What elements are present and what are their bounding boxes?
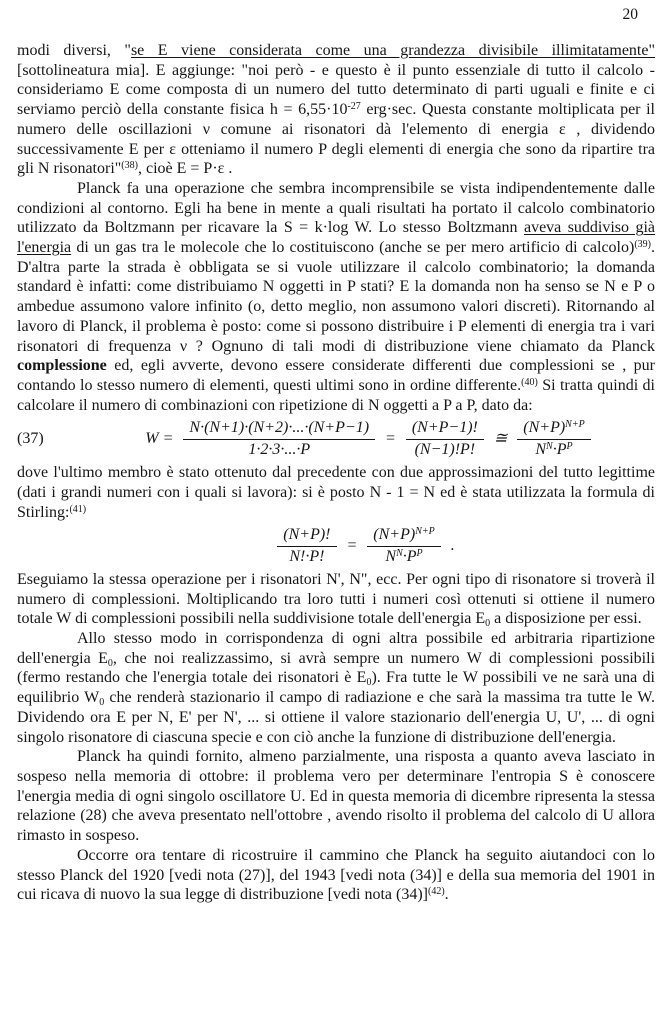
- fraction-denominator: [283, 547, 330, 567]
- equation-operator: [341, 537, 364, 556]
- text-run: ·P: [552, 441, 567, 459]
- text-run: -27: [347, 101, 361, 113]
- paragraph-1: [17, 41, 655, 179]
- text-run: che renderà stazionario il campo di radiazione e che sarà la massima tra tutte le W. Dividendo ora E per N, E' per N', ... si ottiene il valore stazionario dell'energia U, U', ... di ogni singolo risonatore di ciascuna specie e con ciò anche la funzione di distribuzione dell'energia.: [17, 689, 655, 746]
- text-run: 0: [366, 677, 372, 689]
- text-run: (38): [121, 160, 138, 172]
- text-run: W =: [145, 430, 178, 448]
- fraction-denominator: [242, 440, 316, 460]
- text-run: (40): [521, 376, 538, 388]
- fraction: [277, 526, 336, 567]
- equation-operator: [379, 430, 402, 449]
- fraction-numerator: [183, 419, 375, 440]
- text-run: N: [396, 548, 403, 560]
- text-run: N: [385, 548, 397, 566]
- text-run: complessione: [17, 357, 107, 375]
- text-run: ≅: [489, 430, 512, 448]
- text-run: erg·sec. Questa constante moltiplicata per il numero delle oscillazioni ν comune ai risonatori dà l'elemento di energia ε , dividendo successivamente E per ε otteniamo il numero P degli elementi di energia che sono da ripartire tra gli N risonatori": [17, 101, 656, 178]
- text-run: N+P: [415, 526, 435, 538]
- text-run: ed, egli avverte, devono essere considerate differenti due complessioni se , pur contando lo stesso numero di elementi, questi ultimi sono in ordine differente.: [17, 357, 655, 394]
- text-run: N: [546, 441, 553, 453]
- equation-body: [79, 419, 655, 460]
- text-run: P: [566, 441, 573, 453]
- text-run: (41): [69, 503, 87, 515]
- text-run: 0: [107, 657, 113, 669]
- text-run: (N+P): [523, 419, 566, 437]
- equation-operator: [143, 430, 179, 449]
- text-run: Si tratta quindi di calcolare il numero di combinazioni con ripetizione di N oggetti a P a P, dato da:: [17, 376, 656, 414]
- text-run: , che noi realizzassimo, si avrà sempre un numero W di complessioni possibili (fermo restando che l'energia totale dei risonatori è E: [17, 649, 656, 687]
- text-run: (N+P): [373, 526, 416, 544]
- fraction-denominator: [409, 440, 482, 460]
- paragraph-2: [17, 179, 655, 415]
- text-run: a disposizione per essi.: [490, 610, 642, 628]
- fraction: [517, 419, 590, 460]
- text-run: . D'altra parte la strada è obbligata se si vuole utilizzare il calcolo combinatorio; la domanda standard è infatti: come distribuiamo N oggetti in P stati? E la domanda non ha senso se N e P o ambedue assumono valore infinito (o, detto meglio, non assumono valori discreti). Ritornando al lavoro di Planck, il problema è posto: come si possono distribuire i P elementi di energia tra i vari risonatori di frequenza ν ? Ognuno di tali modi di distribuzione viene chiamato da Planck: [17, 239, 655, 355]
- equation-5: [17, 526, 655, 567]
- text-run: Allo stesso modo in corrispondenza di ogni altra possibile ed arbitraria ripartizione dell'energia E: [17, 630, 655, 667]
- text-run: N+P: [565, 419, 585, 431]
- text-run: ). Fra tutte le W possibili ve ne sarà una di equilibrio W: [17, 669, 655, 707]
- paragraph-7: [17, 629, 655, 747]
- fraction-numerator: [406, 419, 484, 440]
- text-run: se E viene considerata come una grandezza divisibile illimitatamente": [130, 42, 655, 59]
- fraction-numerator: [367, 526, 440, 547]
- text-run: (39): [634, 239, 651, 251]
- text-run: Occorre ora tentare di ricostruire il cammino che Planck ha seguito aiutandoci con lo stesso Planck del 1920 [vedi nota (27)], del 1943 [vedi nota (34)] e della sua memoria del 1901 in cui ricava di nuovo la sua legge di distribuzione [vedi nota (34)]: [17, 846, 655, 904]
- text-run: (42): [427, 886, 445, 898]
- paragraph-8: [17, 747, 655, 846]
- text-run: Planck fa una operazione che sembra incomprensibile se vista indipendentemente dalle condizioni al contorno. Egli ha bene in mente a quali risultati ha portato il calcolo combinatorio utilizzato da Boltzmann per ricavare la S = k·log W. Lo stesso Boltzmann: [17, 179, 655, 237]
- equation-operator: [445, 537, 457, 556]
- page-number: 20: [622, 6, 638, 23]
- paragraph-9: [17, 846, 655, 905]
- text-run: di un gas tra le molecole che lo costituiscono (anche se per mero artificio di calcolo): [71, 239, 635, 257]
- text-run: , cioè E = P·ε .: [137, 160, 233, 178]
- document-body: [17, 41, 655, 905]
- text-run: [sottolineatura mia]. E aggiunge: "noi però - e questo è il punto essenziale di tutto il calcolo - consideriamo E come composta di un numero del tutto determinato di parti uguali e finite e ci serviamo perciò della constante fisica h = 6,55·10: [17, 61, 655, 119]
- text-run: dove l'ultimo membro è stato ottenuto dal precedente con due approssimazioni del tutto legittime (dati i grandi numeri con i quali si lavora): si è posto N - 1 = N ed è stata utilizzata la formula di Stirling:: [17, 464, 655, 521]
- text-run: ·P: [402, 548, 417, 566]
- text-run: (N−1)!P!: [414, 441, 476, 459]
- text-run: P: [416, 548, 423, 560]
- equation-body: [79, 526, 655, 567]
- text-run: Planck ha quindi fornito, almeno parzialmente, una risposta a quanto aveva lasciato in sospeso nella memoria di ottobre: il problema vero per determinare l'entropia S è conoscere l'energia media di ogni singolo oscillatore U. Ed in questa memoria di dicembre ripresenta la stessa relazione (28) che aveva presentato nell'ottobre , avendo risolto il problema del calcolo di U allora rimasto in sospeso.: [17, 748, 655, 845]
- fraction: [183, 419, 375, 460]
- paragraph-4: [17, 463, 655, 522]
- text-run: (N+P)!: [283, 526, 331, 544]
- equation-operator: [488, 430, 513, 449]
- equation-label: (37): [17, 430, 44, 448]
- text-run: 1·2·3·...·P: [248, 441, 311, 459]
- text-run: Eseguiamo la stessa operazione per i risonatori N', N", ecc. Per ogni tipo di risonatore si troverà il numero di complessioni. Moltiplicando tra loro tutti i numeri così ottenuti si ottiene il numero totale W di complessioni possibili nella suddivisione totale dell'energia E: [17, 570, 655, 628]
- text-run: =: [342, 537, 362, 555]
- text-run: (N+P−1)!: [411, 419, 478, 437]
- fraction: [406, 419, 484, 460]
- fraction-numerator: [277, 526, 336, 547]
- text-run: 0: [485, 618, 491, 630]
- text-run: N!·P!: [289, 548, 325, 566]
- text-run: 0: [99, 697, 105, 709]
- equation-3: [17, 419, 655, 460]
- text-run: =: [381, 430, 400, 448]
- fraction-denominator: [379, 547, 428, 567]
- paragraph-6: [17, 570, 655, 629]
- text-run: N: [535, 441, 547, 459]
- fraction: [367, 526, 440, 567]
- text-run: .: [446, 537, 455, 555]
- fraction-denominator: [529, 440, 578, 460]
- fraction-numerator: [517, 419, 590, 440]
- text-run: N·(N+1)·(N+2)·...·(N+P−1): [189, 419, 370, 437]
- text-run: .: [444, 886, 449, 904]
- text-run: modi diversi, ": [17, 42, 131, 59]
- text-run: aveva suddiviso già l'energia: [17, 219, 655, 257]
